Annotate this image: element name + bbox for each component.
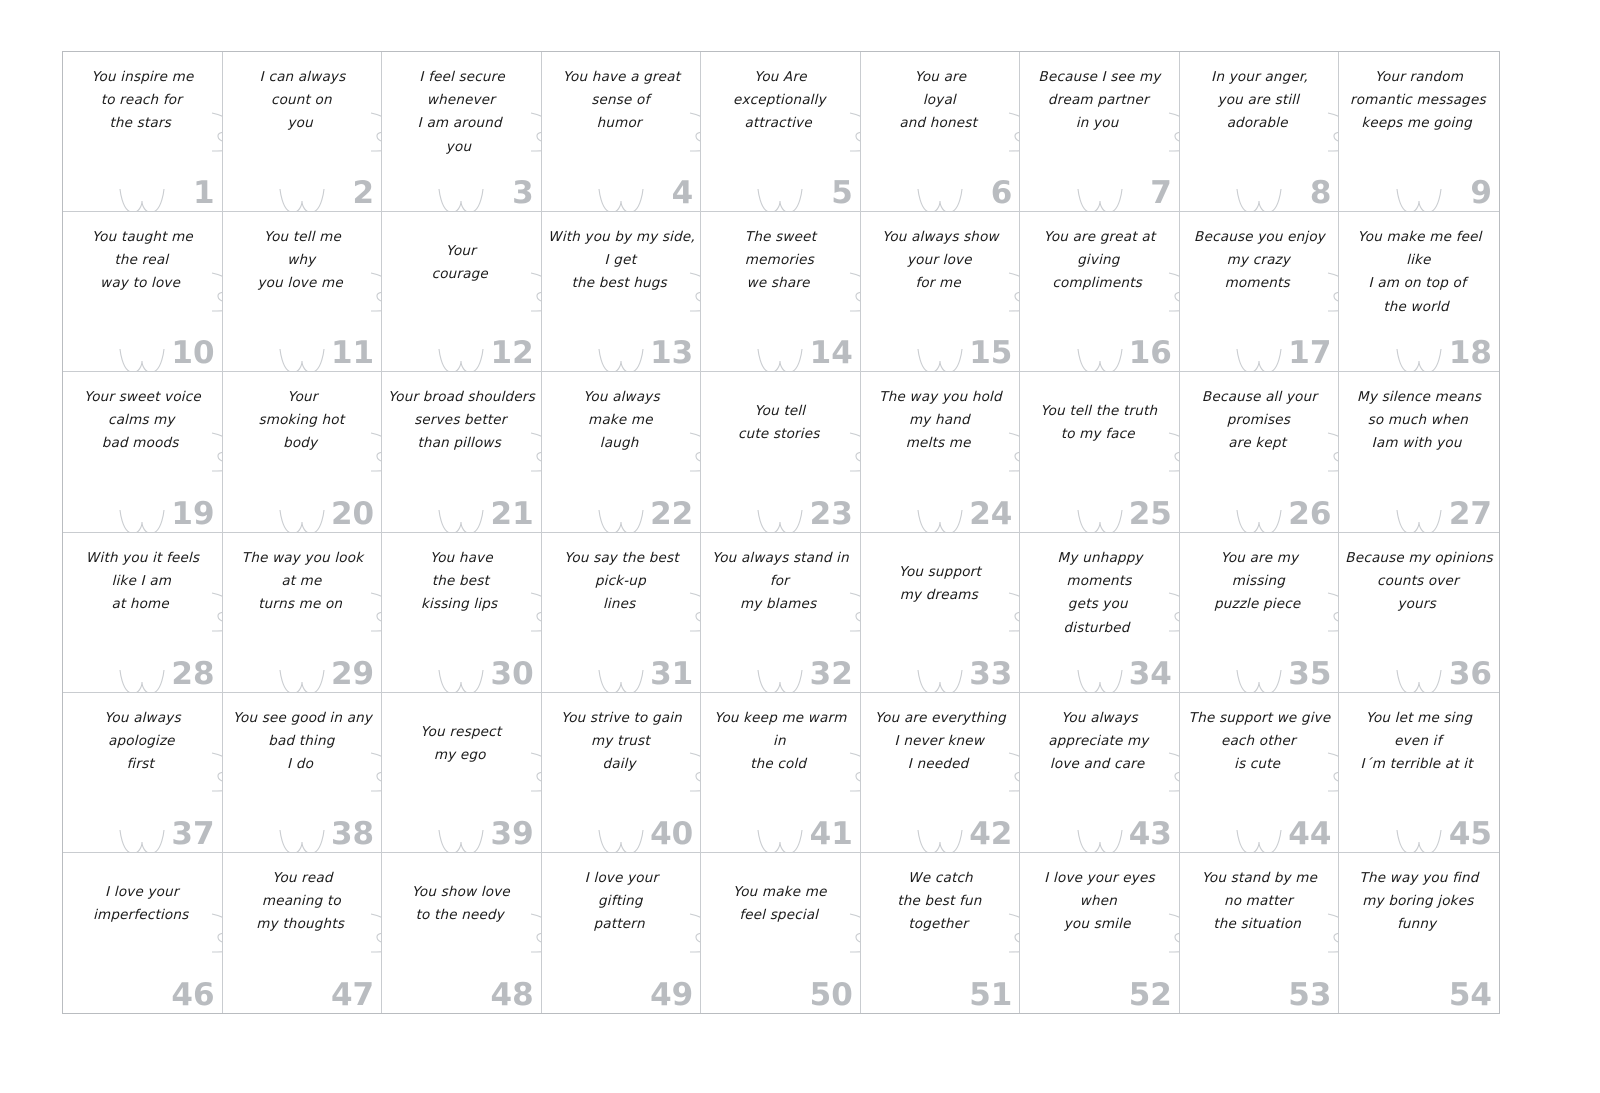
piece-text: With you by my side, I get the best hugs xyxy=(548,229,696,292)
piece-text: You show love to the needy xyxy=(412,883,512,924)
puzzle-piece[interactable] xyxy=(701,212,861,372)
piece-number: 48 xyxy=(490,977,534,1013)
heart-knob-icon xyxy=(1396,829,1442,853)
heart-knob-icon xyxy=(1396,188,1442,212)
piece-number: 3 xyxy=(512,175,534,212)
heart-knob-icon xyxy=(438,188,484,212)
piece-text: You Are exceptionally attractive xyxy=(733,69,828,132)
puzzle-grid xyxy=(63,52,1499,1013)
piece-number: 31 xyxy=(650,655,694,692)
heart-knob-icon xyxy=(598,348,644,372)
piece-text: You always make me laugh xyxy=(583,389,661,452)
heart-knob-icon xyxy=(279,509,325,533)
puzzle-piece[interactable] xyxy=(63,212,223,372)
piece-number: 4 xyxy=(671,175,694,212)
piece-number: 20 xyxy=(330,495,375,532)
piece-number: 43 xyxy=(1128,815,1172,852)
piece-text: You always stand in for my blames xyxy=(712,549,851,612)
piece-text: The sweet memories we share xyxy=(745,229,818,292)
piece-text: You are my missing puzzle piece xyxy=(1214,549,1302,612)
piece-number: 38 xyxy=(330,815,375,852)
heart-knob-icon xyxy=(1077,669,1123,693)
piece-text: Because all your promises are kept xyxy=(1202,389,1319,452)
piece-number: 30 xyxy=(490,655,534,692)
heart-knob-icon xyxy=(598,509,644,533)
heart-knob-icon xyxy=(119,509,165,533)
puzzle-piece[interactable] xyxy=(382,693,542,853)
piece-text: The way you find my boring jokes funny xyxy=(1360,869,1481,933)
puzzle-piece[interactable] xyxy=(382,372,542,532)
heart-knob-icon xyxy=(1236,348,1282,372)
piece-text: I can always count on you xyxy=(259,69,347,132)
piece-text: You tell the truth to my face xyxy=(1041,403,1159,443)
piece-text: You read meaning to my thoughts xyxy=(256,869,345,933)
puzzle-piece[interactable] xyxy=(701,853,861,1013)
puzzle-piece[interactable] xyxy=(861,212,1021,372)
puzzle-piece[interactable] xyxy=(223,52,383,212)
piece-text: You always appreciate my love and care xyxy=(1049,709,1151,773)
piece-text: In your anger, you are still adorable xyxy=(1211,69,1310,132)
piece-number: 49 xyxy=(650,977,694,1013)
piece-number: 29 xyxy=(330,655,375,692)
piece-text: Because I see my dream partner in you xyxy=(1039,69,1163,132)
piece-number: 37 xyxy=(171,815,215,852)
piece-number: 44 xyxy=(1288,815,1332,852)
puzzle-piece[interactable] xyxy=(701,533,861,693)
heart-knob-icon xyxy=(917,188,963,212)
puzzle-piece[interactable] xyxy=(1020,853,1180,1013)
puzzle-piece[interactable] xyxy=(382,212,542,372)
puzzle-piece[interactable] xyxy=(861,693,1021,853)
piece-text: You are loyal and honest xyxy=(899,69,979,132)
heart-knob-icon xyxy=(917,348,963,372)
piece-number: 12 xyxy=(490,335,534,372)
piece-text: You have the best kissing lips xyxy=(421,549,499,612)
piece-number: 1 xyxy=(192,175,215,212)
piece-number: 35 xyxy=(1288,655,1332,692)
puzzle-piece[interactable] xyxy=(63,533,223,693)
puzzle-piece[interactable] xyxy=(63,693,223,853)
piece-text: You respect my ego xyxy=(421,723,503,763)
piece-number: 16 xyxy=(1128,335,1172,372)
heart-knob-icon xyxy=(279,348,325,372)
heart-knob-icon xyxy=(279,669,325,693)
heart-knob-icon xyxy=(279,188,325,212)
piece-number: 6 xyxy=(990,175,1013,212)
puzzle-piece[interactable] xyxy=(1020,372,1180,532)
puzzle-piece[interactable] xyxy=(1020,693,1180,853)
heart-knob-icon xyxy=(1396,348,1442,372)
puzzle-piece[interactable] xyxy=(1180,533,1340,693)
heart-knob-icon xyxy=(438,829,484,853)
piece-text: Your smoking hot body xyxy=(258,389,346,452)
puzzle-piece[interactable] xyxy=(382,853,542,1013)
piece-text: You always show your love for me xyxy=(882,229,1000,292)
piece-text: You have a great sense of humor xyxy=(563,69,682,132)
heart-knob-icon xyxy=(1236,188,1282,212)
piece-text: We catch the best fun together xyxy=(897,869,983,933)
piece-text: Your courage xyxy=(432,243,490,283)
piece-number: 46 xyxy=(171,977,215,1013)
piece-text: My unhappy moments gets you disturbed xyxy=(1058,549,1145,636)
piece-text: You are everything I never knew I needed xyxy=(875,709,1008,773)
piece-text: You see good in any bad thing I do xyxy=(233,709,373,773)
piece-text: You make me feel special xyxy=(734,883,829,924)
piece-number: 25 xyxy=(1128,495,1172,532)
heart-knob-icon xyxy=(757,348,803,372)
piece-number: 34 xyxy=(1128,655,1172,692)
heart-knob-icon xyxy=(598,669,644,693)
piece-number: 27 xyxy=(1448,495,1492,532)
puzzle-piece[interactable] xyxy=(1339,212,1499,372)
heart-knob-icon xyxy=(917,829,963,853)
heart-knob-icon xyxy=(757,829,803,853)
puzzle-piece[interactable] xyxy=(1339,693,1499,853)
piece-text: You say the best pick-up lines xyxy=(564,549,680,612)
heart-knob-icon xyxy=(757,669,803,693)
piece-text: You make me feel like I am on top of the world xyxy=(1358,229,1484,315)
piece-number: 23 xyxy=(809,495,853,532)
piece-number: 13 xyxy=(650,335,694,372)
puzzle-piece[interactable] xyxy=(223,533,383,693)
puzzle-piece[interactable] xyxy=(542,52,702,212)
piece-number: 22 xyxy=(650,495,694,532)
piece-text: You always apologize first xyxy=(104,709,183,773)
heart-knob-icon xyxy=(438,669,484,693)
heart-knob-icon xyxy=(1077,829,1123,853)
piece-number: 8 xyxy=(1309,175,1332,212)
heart-knob-icon xyxy=(119,188,165,212)
heart-knob-icon xyxy=(757,188,803,212)
piece-text: You stand by me no matter the situation xyxy=(1202,869,1319,933)
heart-knob-icon xyxy=(1396,669,1442,693)
piece-text: You taught me the real way to love xyxy=(92,229,195,292)
piece-text: Your random romantic messages keeps me going xyxy=(1351,69,1488,132)
piece-number: 9 xyxy=(1470,175,1492,212)
piece-text: You tell cute stories xyxy=(738,403,822,443)
puzzle-piece[interactable] xyxy=(701,52,861,212)
piece-number: 51 xyxy=(969,977,1013,1013)
piece-text: You let me sing even if I´m terrible at it xyxy=(1361,709,1475,773)
heart-knob-icon xyxy=(1236,509,1282,533)
puzzle-piece[interactable] xyxy=(861,52,1021,212)
piece-number: 28 xyxy=(171,655,215,692)
puzzle-piece[interactable] xyxy=(223,853,383,1013)
piece-number: 52 xyxy=(1128,977,1172,1013)
puzzle-piece[interactable] xyxy=(382,533,542,693)
heart-knob-icon xyxy=(598,188,644,212)
piece-number: 36 xyxy=(1448,655,1492,692)
piece-text: Because my opinions counts over yours xyxy=(1346,549,1495,612)
piece-text: I feel secure whenever I am around you xyxy=(418,69,507,155)
heart-knob-icon xyxy=(119,348,165,372)
puzzle-piece[interactable] xyxy=(542,853,702,1013)
heart-knob-icon xyxy=(1236,669,1282,693)
puzzle-piece[interactable] xyxy=(861,533,1021,693)
piece-number: 41 xyxy=(809,815,853,852)
piece-number: 7 xyxy=(1150,175,1172,212)
piece-text: You keep me warm in the cold xyxy=(715,709,849,773)
piece-text: You tell me why you love me xyxy=(257,229,344,292)
piece-number: 11 xyxy=(330,335,375,372)
piece-text: My silence means so much when Iam with you xyxy=(1358,389,1483,452)
piece-number: 42 xyxy=(969,815,1013,852)
heart-knob-icon xyxy=(119,829,165,853)
puzzle-piece[interactable] xyxy=(63,372,223,532)
piece-text: Your sweet voice calms my bad moods xyxy=(84,389,203,452)
puzzle-piece[interactable] xyxy=(861,853,1021,1013)
puzzle-piece[interactable] xyxy=(701,693,861,853)
puzzle-piece[interactable] xyxy=(701,372,861,532)
heart-knob-icon xyxy=(917,509,963,533)
piece-text: Your broad shoulders serves better than pillows xyxy=(388,389,537,452)
puzzle-piece[interactable] xyxy=(542,693,702,853)
piece-text: With you it feels like I am at home xyxy=(86,549,201,612)
piece-text: The way you hold my hand melts me xyxy=(879,389,1003,452)
puzzle-piece[interactable] xyxy=(223,212,383,372)
puzzle-piece[interactable] xyxy=(1020,212,1180,372)
piece-number: 10 xyxy=(171,335,215,372)
puzzle-piece[interactable] xyxy=(1180,693,1340,853)
piece-number: 24 xyxy=(969,495,1013,532)
puzzle-piece[interactable] xyxy=(382,52,542,212)
piece-number: 50 xyxy=(809,977,853,1013)
piece-number: 14 xyxy=(809,335,853,372)
piece-number: 54 xyxy=(1448,977,1492,1013)
heart-knob-icon xyxy=(438,509,484,533)
piece-text: I love your gifting pattern xyxy=(585,869,660,933)
piece-number: 21 xyxy=(490,495,534,532)
piece-number: 47 xyxy=(330,977,375,1013)
piece-text: You strive to gain my trust daily xyxy=(561,709,683,773)
piece-text: The support we give each other is cute xyxy=(1189,709,1332,773)
heart-knob-icon xyxy=(1077,509,1123,533)
piece-number: 15 xyxy=(969,335,1013,372)
puzzle-piece[interactable] xyxy=(542,212,702,372)
puzzle-piece[interactable] xyxy=(1339,52,1499,212)
puzzle-piece[interactable] xyxy=(1020,533,1180,693)
piece-number: 17 xyxy=(1288,335,1332,372)
heart-knob-icon xyxy=(438,348,484,372)
puzzle-piece[interactable] xyxy=(63,52,223,212)
piece-text: I love your imperfections xyxy=(93,883,190,924)
puzzle-piece[interactable] xyxy=(1180,372,1340,532)
puzzle-piece[interactable] xyxy=(1020,52,1180,212)
heart-knob-icon xyxy=(1077,188,1123,212)
piece-text: You support my dreams xyxy=(899,563,983,603)
piece-number: 32 xyxy=(809,655,853,692)
heart-knob-icon xyxy=(1236,829,1282,853)
piece-text: The way you look at me turns me on xyxy=(241,549,365,612)
piece-number: 53 xyxy=(1288,977,1332,1013)
puzzle-piece[interactable] xyxy=(861,372,1021,532)
piece-number: 45 xyxy=(1448,815,1492,852)
piece-number: 26 xyxy=(1288,495,1332,532)
piece-text: Because you enjoy my crazy moments xyxy=(1194,229,1327,292)
puzzle-piece[interactable] xyxy=(1180,853,1340,1013)
puzzle-piece[interactable] xyxy=(223,372,383,532)
puzzle-piece[interactable] xyxy=(1339,533,1499,693)
puzzle-piece[interactable] xyxy=(63,853,223,1013)
heart-knob-icon xyxy=(1396,509,1442,533)
puzzle-piece[interactable] xyxy=(223,693,383,853)
puzzle-board xyxy=(62,51,1500,1014)
piece-number: 5 xyxy=(831,175,853,212)
heart-knob-icon xyxy=(917,669,963,693)
heart-knob-icon xyxy=(757,509,803,533)
piece-number: 19 xyxy=(171,495,215,532)
puzzle-piece[interactable] xyxy=(1339,853,1499,1013)
heart-knob-icon xyxy=(279,829,325,853)
puzzle-piece[interactable] xyxy=(1180,52,1340,212)
piece-number: 2 xyxy=(352,175,375,212)
piece-text: You are great at giving compliments xyxy=(1044,229,1157,292)
heart-knob-icon xyxy=(119,669,165,693)
heart-knob-icon xyxy=(598,829,644,853)
piece-number: 18 xyxy=(1448,335,1492,372)
piece-number: 39 xyxy=(490,815,534,852)
puzzle-piece[interactable] xyxy=(542,533,702,693)
puzzle-piece[interactable] xyxy=(542,372,702,532)
piece-text: You inspire me to reach for the stars xyxy=(92,69,195,132)
piece-number: 33 xyxy=(969,655,1013,692)
piece-text: I love your eyes when you smile xyxy=(1045,869,1157,933)
puzzle-piece[interactable] xyxy=(1339,372,1499,532)
puzzle-piece[interactable] xyxy=(1180,212,1340,372)
heart-knob-icon xyxy=(1077,348,1123,372)
piece-number: 40 xyxy=(650,815,694,852)
